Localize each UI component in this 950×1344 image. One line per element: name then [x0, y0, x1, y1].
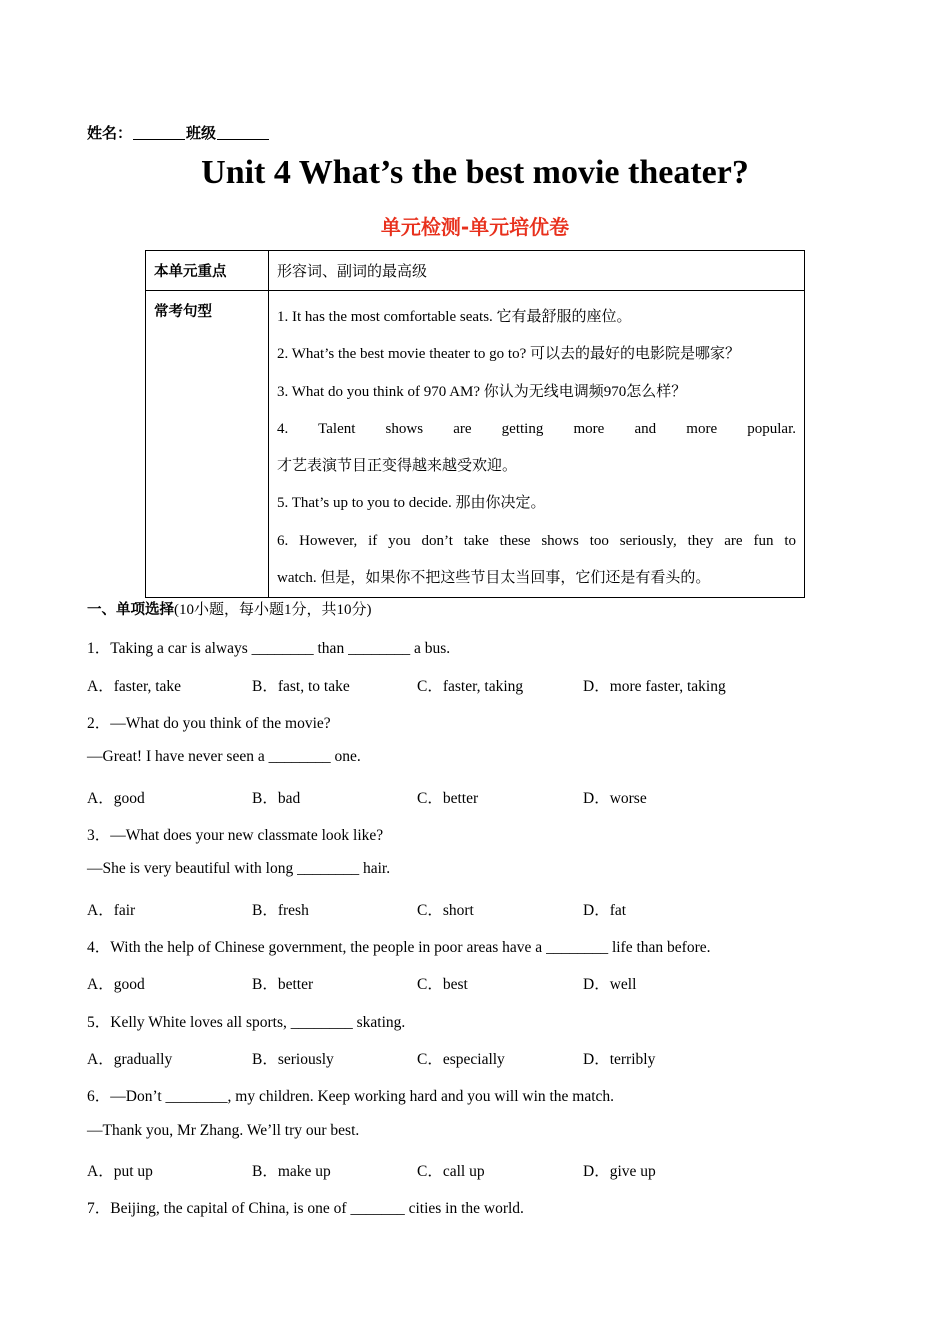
- question-stem: 5．Kelly White loves all sports, ________ skating.: [87, 1014, 406, 1031]
- option-b[interactable]: B．better: [252, 976, 314, 993]
- option-b[interactable]: B．fresh: [252, 902, 309, 919]
- option-a[interactable]: A．put up: [87, 1163, 153, 1180]
- sentences-list: [269, 291, 805, 598]
- unit-summary-table: [145, 250, 805, 598]
- option-d[interactable]: D．more faster, taking: [583, 678, 726, 695]
- option-c[interactable]: C．best: [417, 976, 468, 993]
- student-info-line: [87, 122, 270, 143]
- sentences-label: 常考句型: [146, 291, 269, 598]
- sentence-line: 6. However, if you don’t take these shows too seriously, they are fun to: [277, 532, 796, 549]
- question-stem: 4．With the help of Chinese government, the people in poor areas have a ________ life than before.: [87, 939, 711, 956]
- sentences-row: [146, 291, 805, 598]
- sentence-line: 4. Talent shows are getting more and more popular.: [277, 420, 796, 437]
- option-d[interactable]: D．well: [583, 976, 637, 993]
- option-a[interactable]: A．fair: [87, 902, 136, 919]
- sentence-line: 才艺表演节目正变得越来越受欢迎。: [277, 458, 518, 475]
- question-stem: 2．—What do you think of the movie?: [87, 715, 331, 732]
- section-note: (10小题，每小题1分，共10分): [174, 602, 372, 618]
- sentence-line: 5. That’s up to you to decide. 那由你决定。: [277, 495, 546, 512]
- question-stem: —She is very beautiful with long ________ hair.: [87, 860, 391, 877]
- question-stem: 6．—Don’t ________, my children. Keep working hard and you will win the match.: [87, 1088, 615, 1105]
- focus-row: [146, 251, 805, 291]
- option-b[interactable]: B．seriously: [252, 1051, 334, 1068]
- question-stem: 7．Beijing, the capital of China, is one of _______ cities in the world.: [87, 1200, 524, 1217]
- option-c[interactable]: C．better: [417, 790, 479, 807]
- option-b[interactable]: B．bad: [252, 790, 301, 807]
- class-label: 班级: [186, 124, 217, 142]
- option-d[interactable]: D．fat: [583, 902, 627, 919]
- option-a[interactable]: A．faster, take: [87, 678, 182, 695]
- question-stem: 1．Taking a car is always ________ than ________ a bus.: [87, 640, 451, 657]
- question-stem: —Thank you, Mr Zhang. We’ll try our best.: [87, 1122, 360, 1139]
- option-d[interactable]: D．give up: [583, 1163, 656, 1180]
- sentence-line: watch. 但是，如果你不把这些节目太当回事，它们还是有看头的。: [277, 570, 711, 587]
- option-b[interactable]: B．make up: [252, 1163, 331, 1180]
- option-b[interactable]: B．fast, to take: [252, 678, 350, 695]
- option-a[interactable]: A．gradually: [87, 1051, 173, 1068]
- option-d[interactable]: D．worse: [583, 790, 647, 807]
- option-a[interactable]: A．good: [87, 976, 145, 993]
- option-c[interactable]: C．especially: [417, 1051, 505, 1068]
- section-title: 一、单项选择: [87, 602, 174, 618]
- sentence-line: 2. What’s the best movie theater to go to? 可以去的最好的电影院是哪家？: [277, 346, 740, 363]
- option-a[interactable]: A．good: [87, 790, 145, 807]
- option-d[interactable]: D．terribly: [583, 1051, 656, 1068]
- option-c[interactable]: C．call up: [417, 1163, 485, 1180]
- question-stem: 3．—What does your new classmate look like?: [87, 827, 384, 844]
- unit-title: Unit 4 What’s the best movie theater?: [201, 154, 749, 191]
- option-c[interactable]: C．short: [417, 902, 474, 919]
- unit-subtitle: 单元检测-单元培优卷: [380, 215, 570, 239]
- section-heading: [87, 598, 372, 619]
- sentence-line: 3. What do you think of 970 AM? 你认为无线电调频970怎么样？: [277, 383, 687, 400]
- name-label: 姓名：: [87, 124, 133, 142]
- option-c[interactable]: C．faster, taking: [417, 678, 524, 695]
- focus-label: 本单元重点: [146, 251, 269, 291]
- class-blank[interactable]: [217, 125, 269, 140]
- question-stem: —Great! I have never seen a ________ one.: [87, 748, 361, 765]
- sentence-line: 1. It has the most comfortable seats. 它有最舒服的座位。: [277, 309, 632, 325]
- focus-value: 形容词、副词的最高级: [269, 251, 805, 291]
- name-blank[interactable]: [133, 125, 185, 140]
